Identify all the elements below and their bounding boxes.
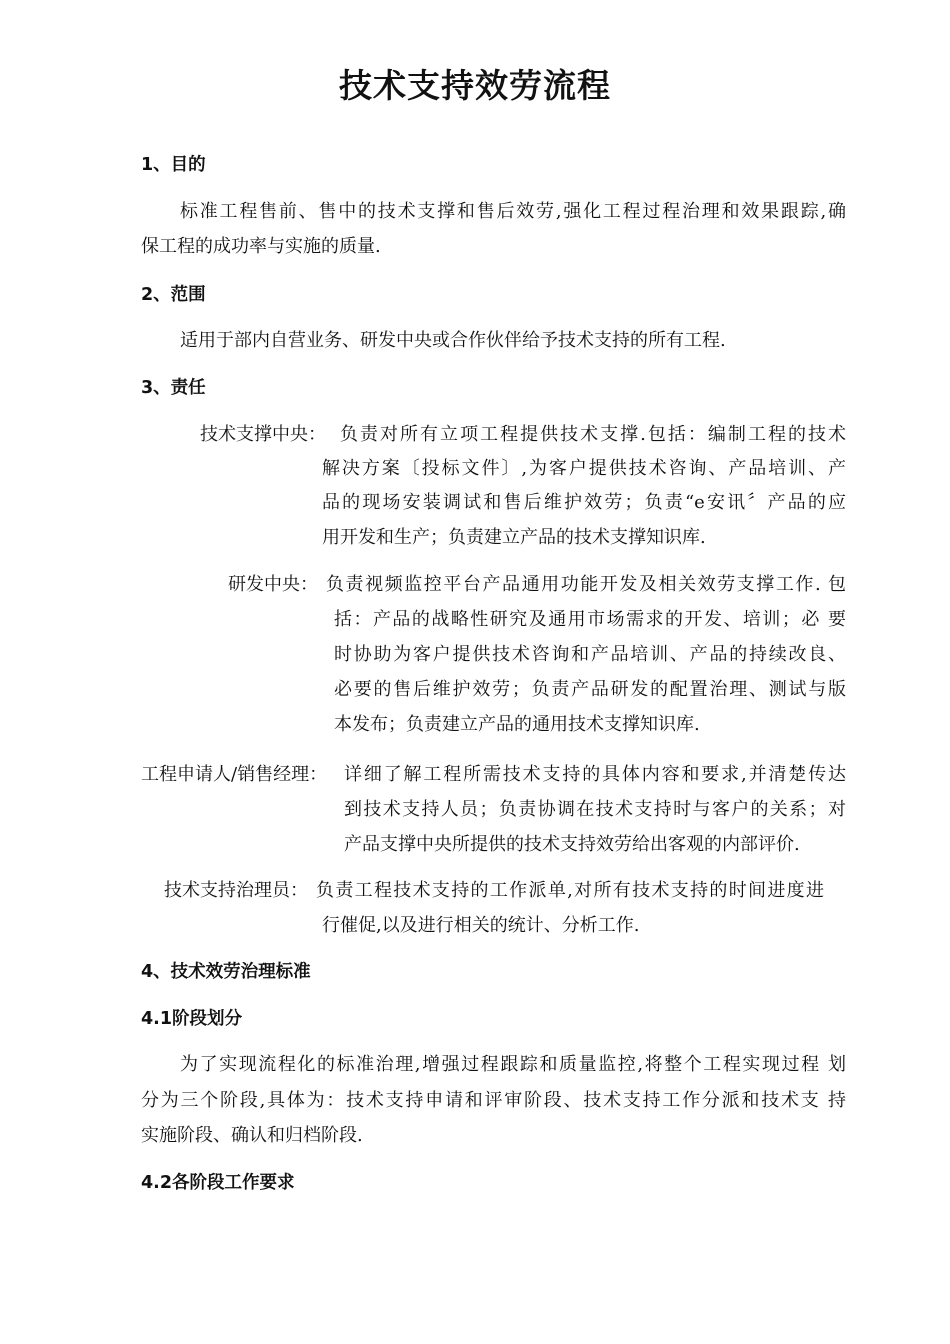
section-4-heading: 4、技术效劳治理标准 — [141, 962, 311, 982]
responsibility-line: 详细了解工程所需技术支持的具体内容和要求,并清楚传达 — [344, 764, 846, 785]
section-1-heading: 1、目的 — [141, 155, 206, 175]
responsibility-label: 工程申请人/销售经理： — [141, 764, 328, 785]
paragraph-line: 分为三个阶段,具体为：技术支持申请和评审阶段、技术支持工作分派和技术支 持 — [141, 1090, 846, 1111]
responsibility-label: 研发中央： — [228, 574, 318, 595]
section-3-heading: 3、责任 — [141, 378, 206, 398]
responsibility-line: 负责视频监控平台产品通用功能开发及相关效劳支撑工作. 包 — [326, 574, 846, 595]
responsibility-line: 产品支撑中央所提供的技术支持效劳给出客观的内部评价. — [344, 834, 800, 855]
responsibility-line: 必要的售后维护效劳；负责产品研发的配置治理、测试与版 — [334, 679, 846, 700]
responsibility-line: 本发布；负责建立产品的通用技术支撑知识库. — [334, 714, 700, 735]
responsibility-line: 到技术支持人员；负责协调在技术支持时与客户的关系；对 — [344, 799, 846, 820]
page-title: 技术支持效劳流程 — [339, 66, 611, 105]
responsibility-line: 括：产品的战略性研究及通用市场需求的开发、培训；必 要 — [334, 609, 846, 630]
responsibility-line: 品的现场安装调试和售后维护效劳；负责“e安讯〞产品的应 — [322, 492, 846, 513]
paragraph-line: 适用于部内自营业务、研发中央或合作伙伴给予技术支持的所有工程. — [180, 330, 726, 351]
subsection-4-1-heading: 4.1阶段划分 — [141, 1009, 243, 1029]
paragraph-line: 实施阶段、确认和归档阶段. — [141, 1125, 363, 1146]
responsibility-label: 技术支持治理员： — [164, 880, 308, 901]
responsibility-line: 负责工程技术支持的工作派单,对所有技术支持的时间进度进 — [316, 880, 824, 901]
responsibility-line: 解决方案〔投标文件〕,为客户提供技术咨询、产品培训、产 — [322, 458, 846, 479]
subsection-4-2-heading: 4.2各阶段工作要求 — [141, 1173, 295, 1193]
responsibility-label: 技术支撑中央： — [200, 424, 326, 445]
responsibility-line: 时协助为客户提供技术咨询和产品培训、产品的持续改良、 — [334, 644, 846, 665]
section-2-heading: 2、范围 — [141, 285, 206, 305]
paragraph-line: 为了实现流程化的标准治理,增强过程跟踪和质量监控,将整个工程实现过程 划 — [180, 1054, 846, 1075]
responsibility-line: 行催促,以及进行相关的统计、分析工作. — [322, 915, 640, 936]
paragraph-line: 标准工程售前、售中的技术支撑和售后效劳,强化工程过程治理和效果跟踪,确 — [180, 201, 846, 222]
paragraph-line: 保工程的成功率与实施的质量. — [141, 236, 381, 257]
responsibility-line: 用开发和生产；负责建立产品的技术支撑知识库. — [322, 527, 706, 548]
responsibility-line: 负责对所有立项工程提供技术支撑.包括：编制工程的技术 — [340, 424, 846, 445]
